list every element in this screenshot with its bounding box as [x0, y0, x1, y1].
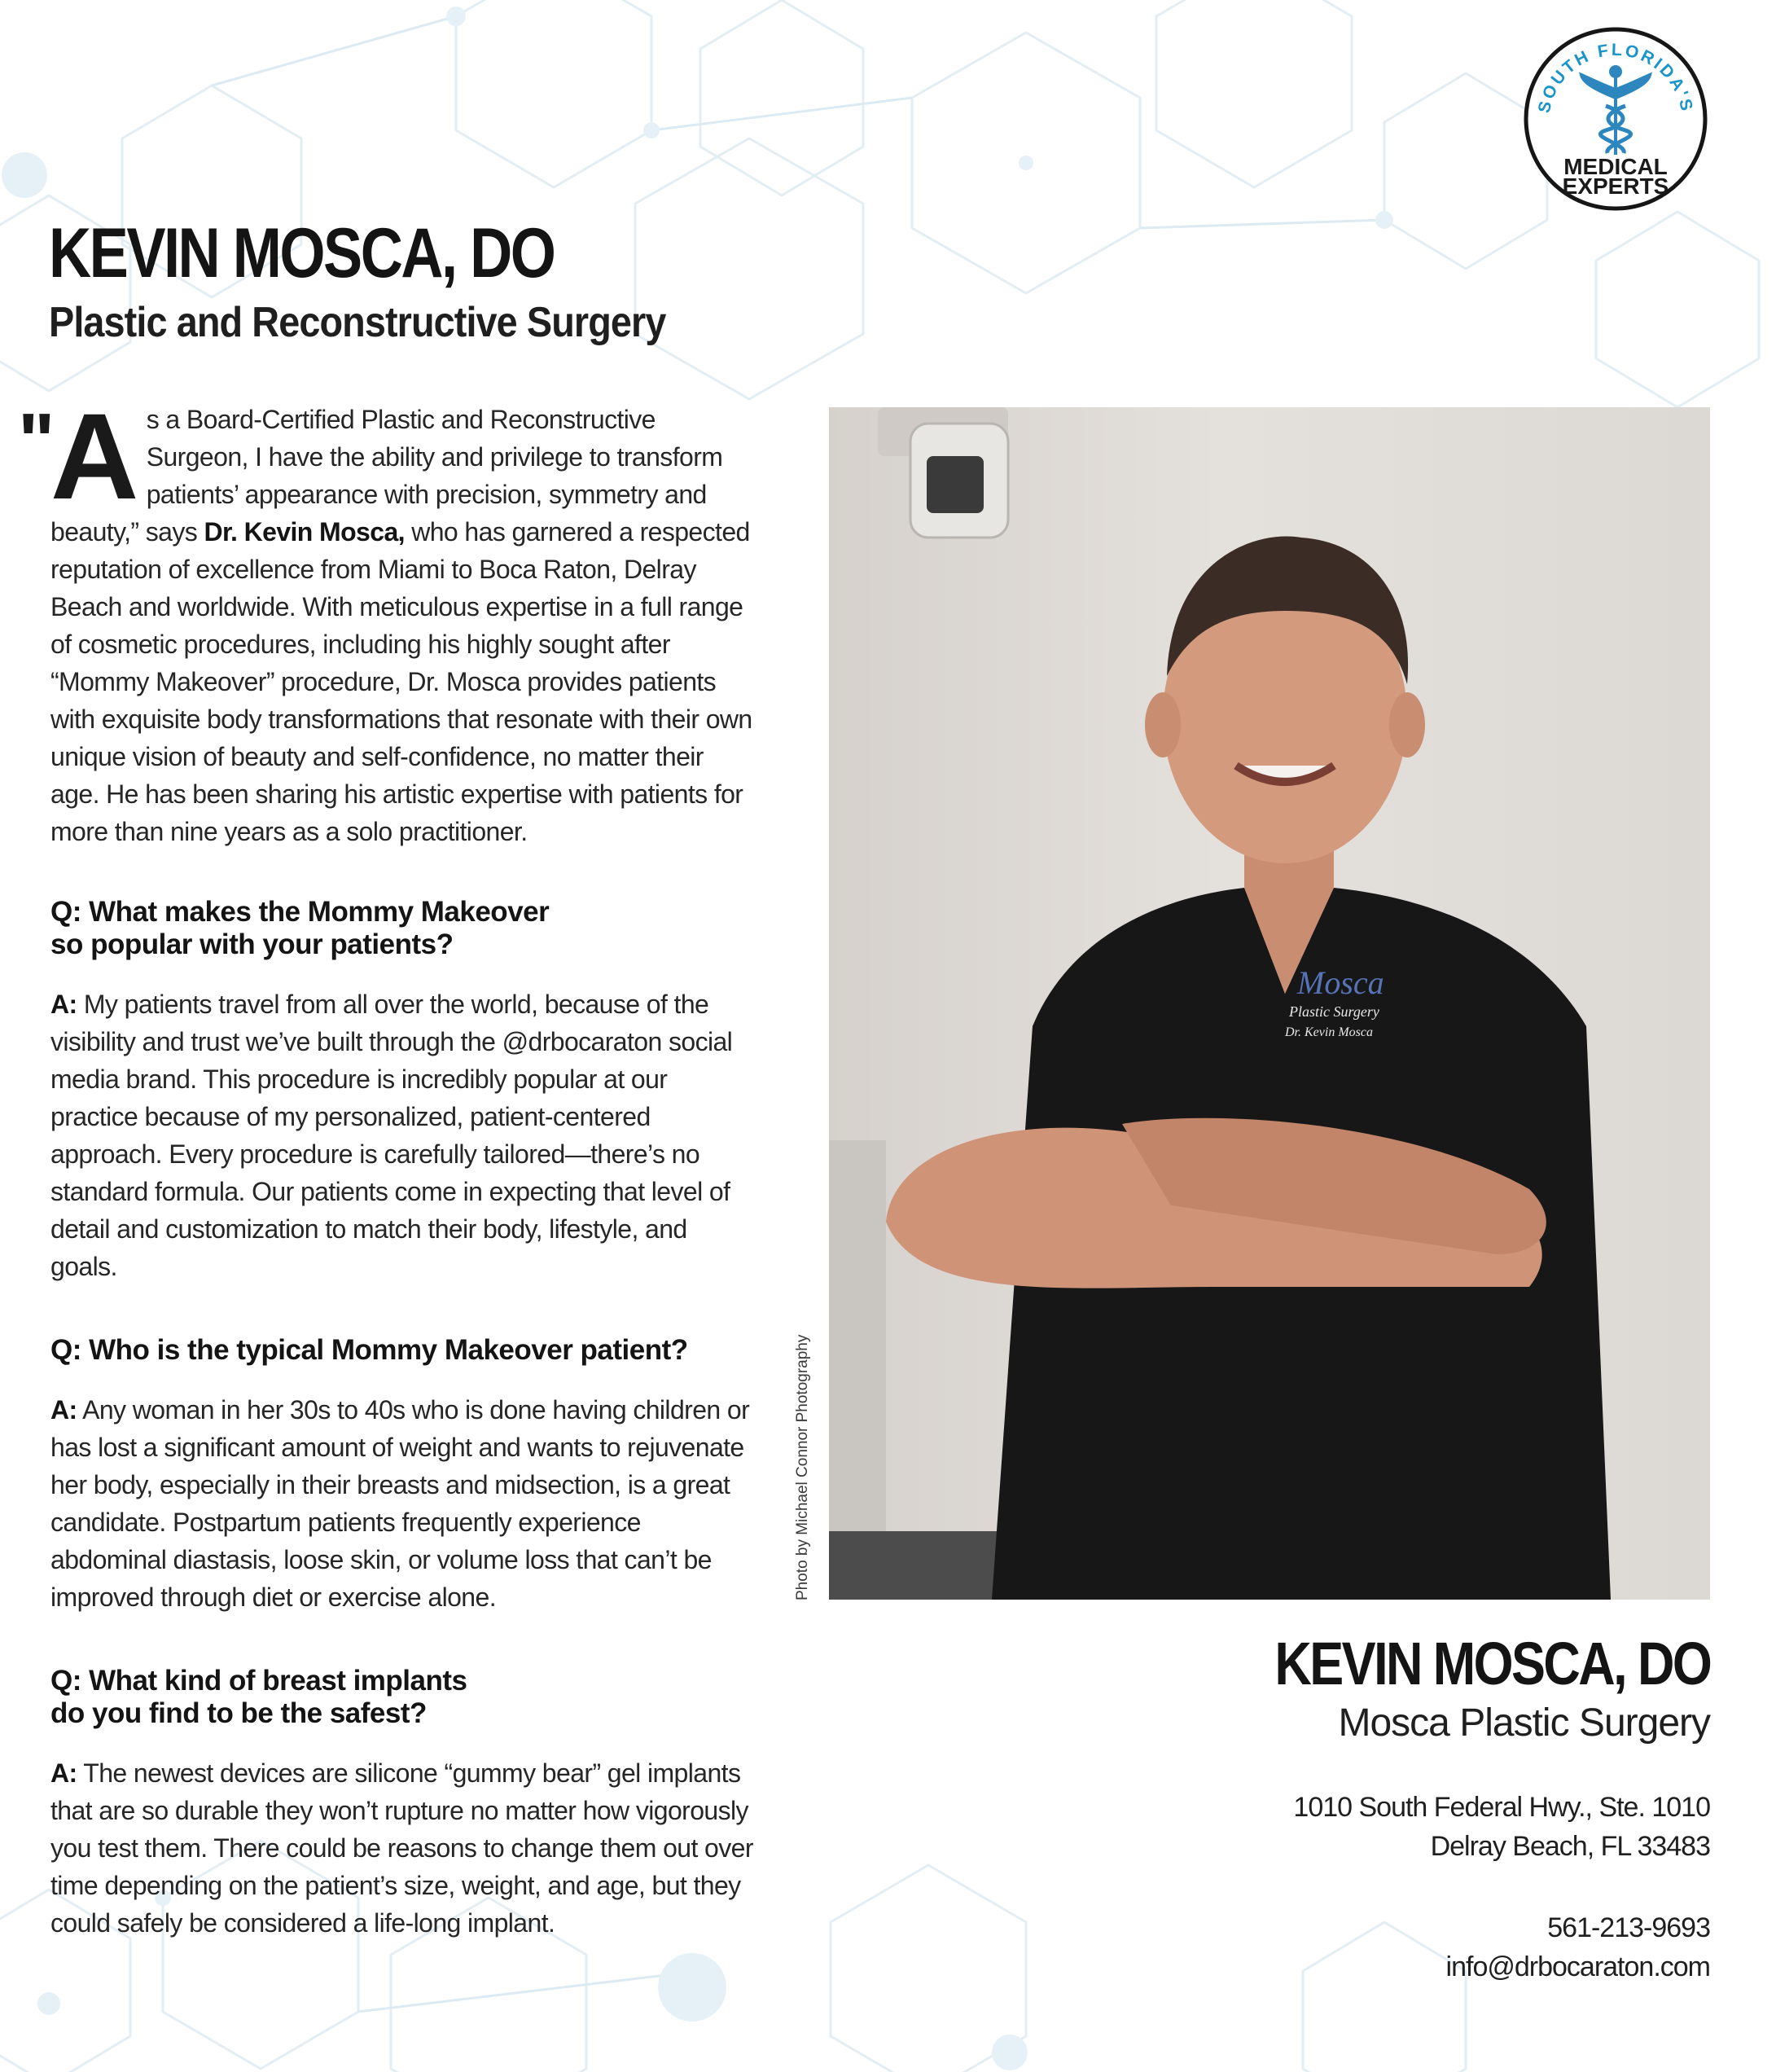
contact-address-line2: Delray Beach, FL 33483 — [1430, 1831, 1710, 1862]
page-subtitle: Plastic and Reconstructive Surgery — [49, 299, 666, 346]
surgical-lamp — [878, 407, 1008, 538]
photo-credit: Photo by Michael Connor Photography — [794, 1334, 811, 1600]
contact-phone: 561-213-9693 — [1547, 1912, 1710, 1943]
answer-3-text: The newest devices are silicone “gummy bear” gel implants that are so durable they won’t rupture no matter how vigorously you test them. There could be reasons to change them out over time depending on the patient’s size, weight, and age, but they could safely be considered a life-long implant. — [50, 1758, 753, 1938]
answer-1-text: My patients travel from all over the world, because of the visibility and trust we’ve built through the @drbocaraton social media brand. This procedure is incredibly popular at our practice because of my personalized, patient-centered approach. Every procedure is carefully tailored—there’s no standard formula. Our patients come in expecting that level of detail and customization to match their body, lifestyle, and goals. — [50, 990, 733, 1281]
answer-2 — [50, 1391, 759, 1616]
question-1: Q: What makes the Mommy Makeover so popular with your patients? — [50, 896, 550, 960]
logo-line2: EXPERTS — [1562, 173, 1669, 199]
intro-doctor-name: Dr. Kevin Mosca, — [204, 517, 405, 547]
question-2: Q: Who is the typical Mommy Makeover patient? — [50, 1334, 688, 1366]
answer-2-text: Any woman in her 30s to 40s who is done having children or has lost a significant amount of weight and wants to rejuvenate her body, especially in their breasts and midsection, is a great candidate. Postpartum patients frequently experience abdominal diastasis, loose skin, or volume loss that can’t be improved through diet or exercise alone. — [50, 1395, 750, 1612]
intro-paragraph — [18, 388, 759, 850]
answer-label: A: — [50, 1758, 77, 1788]
article-body — [18, 388, 759, 1942]
answer-label: A: — [50, 1395, 77, 1424]
drop-cap: A — [50, 388, 138, 525]
logo-line1: MEDICAL — [1563, 154, 1668, 179]
scrub-logo-line3: Dr. Kevin Mosca — [1285, 1025, 1373, 1039]
contact-practice: Mosca Plastic Surgery — [1338, 1701, 1710, 1745]
contact-address-line1: 1010 South Federal Hwy., Ste. 1010 — [1293, 1792, 1710, 1823]
answer-1 — [50, 986, 759, 1285]
question-3: Q: What kind of breast implants do you find to be the safest? — [50, 1665, 467, 1729]
quote-mark: " — [18, 397, 55, 485]
answer-3 — [50, 1754, 759, 1942]
svg-text:SOUTH FLORIDA'S: SOUTH FLORIDA'S — [1534, 40, 1697, 115]
scrub-logo-line2: Plastic Surgery — [1289, 1003, 1379, 1020]
scrub-logo-line1: Mosca — [1297, 964, 1384, 1001]
page-title: KEVIN MOSCA, DO — [49, 214, 555, 292]
contact-email: info@drbocaraton.com — [1445, 1951, 1710, 1982]
intro-lead: s a Board-Certified Plastic and Reconstructive Surgeon, I have the ability and privilege to transform patients’ appearance with precision, symmetry and beauty,” says — [50, 405, 723, 547]
intro-rest: who has garnered a respected reputation of excellence from Miami to Boca Raton, Delray Beach and worldwide. With meticulous expertise in a full range of cosmetic procedures, including his highly sought after “Mommy Makeover” procedure, Dr. Mosca provides patients with exquisite body transformations that resonate with their own unique vision of beauty and self-confidence, no matter their age. He has been sharing his artistic expertise with patients for more than nine years as a solo practitioner. — [50, 517, 752, 846]
answer-label: A: — [50, 990, 77, 1019]
contact-name: KEVIN MOSCA, DO — [1274, 1630, 1710, 1697]
doctor-portrait-photo — [829, 407, 1710, 1600]
medical-experts-logo — [1521, 24, 1710, 213]
